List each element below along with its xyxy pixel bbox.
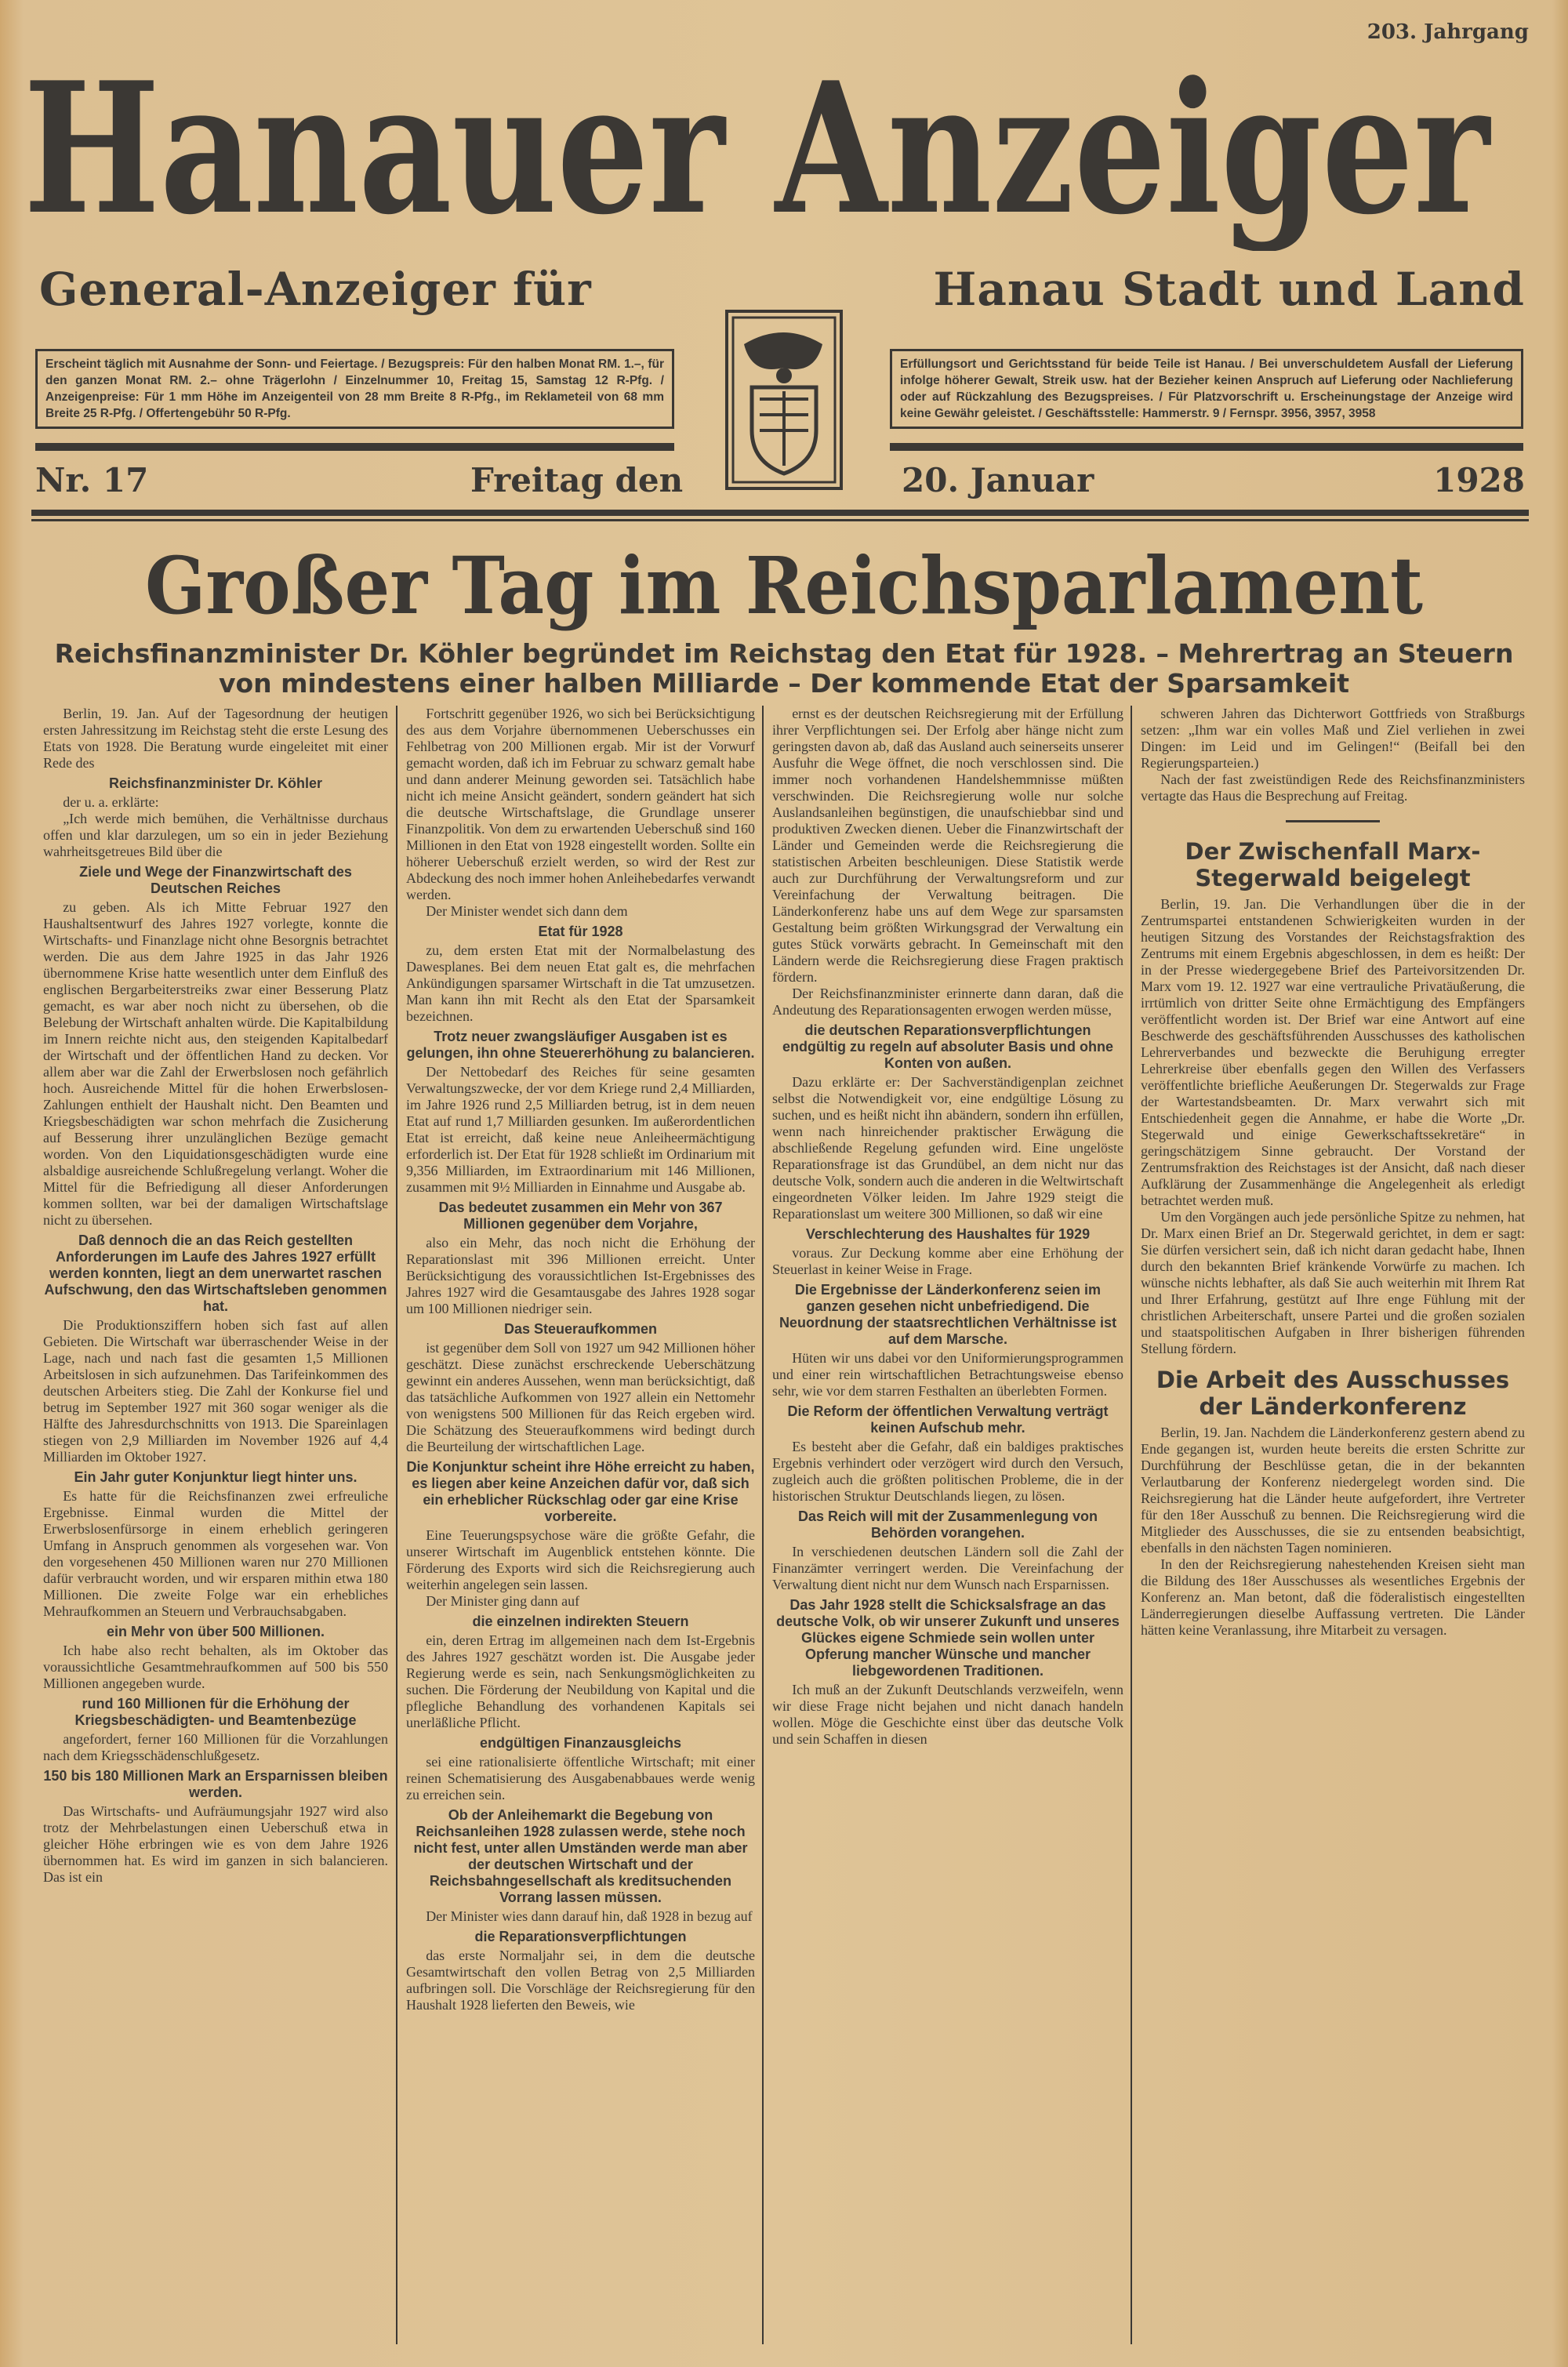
emphasized-heading: Trotz neuer zwangsläufiger Ausgaben ist es gelungen, ihn ohne Steuererhöhung zu balancieren. bbox=[406, 1029, 755, 1061]
paragraph: ist gegenüber dem Soll von 1927 um 942 Millionen höher geschätzt. Diese zunächst erschreckende Ueberschätzung gewinnt ein anderes Aussehen, wenn man berücksichtigt, daß das tatsächliche Aufkommen von 1927 allein ein Nettomehr von wenigstens 500 Millionen für das Reich ergeben wird. Die Schätzung des Steueraufkommens wird bedingt durch die Beurteilung der wirtschaftlichen Lage. bbox=[406, 1340, 755, 1454]
emphasized-heading: Die Ergebnisse der Länderkonferenz seien im ganzen gesehen nicht unbefriedigend. Die Neuordnung der staatsrechtlichen Verhältnisse ist auf dem Marsche. bbox=[779, 1282, 1117, 1347]
divider bbox=[890, 443, 1523, 451]
subtitle-left: General-Anzeiger für bbox=[39, 263, 592, 316]
divider bbox=[31, 519, 1529, 521]
emphasized-heading: Das Jahr 1928 stellt die Schicksalsfrage an das deutsche Volk, ob wir unserer Zukunft und unseres Glückes eigene Schmiede sein wollen unter Opferung mancher Wünsche und mancher liebgewordenen Traditionen. bbox=[776, 1597, 1120, 1679]
paragraph: „Ich werde mich bemühen, die Verhältnisse durchaus offen und klar darzulegen, um so ein in jeder Beziehung wahrheitsgetreues Bild über die bbox=[43, 811, 388, 859]
emphasized-heading: Etat für 1928 bbox=[538, 924, 623, 939]
paragraph: ernst es der deutschen Reichsregierung mit der Erfüllung ihrer Verpflichtungen sei. Der Erfolg aber hänge nicht zum geringsten davon ab, daß das Ausland auch seinerseits unserer Ausfuhr die Wege öffnet, die noch verschlossen sind. Die immer noch vorhandenen Handelshemmnisse müßten verschwinden. Die Reichsregierung wolle nur solche Auslandsanleihen begünstigen, die unaufschiebbar sind und produktiven Zwecken dienen. Ueber die Finanzwirtschaft der Länder und Gemeinden werde die Reichsregierung die statistischen Arbeiten beschleunigen. Diese Statistik werde auch zur Durchführung der Verwaltungsreform und zur Vereinfachung der Verwaltung beitragen. Die Länderkonferenz habe uns auf dem Wege zur sparsamsten Gestaltung beim größten Wirkungsgrad der Verwaltung ein gutes Stück vorwärts gebracht. In Gemeinschaft mit den Ländern werde die Reichsregierung diese Fragen praktisch fördern. bbox=[772, 706, 1123, 985]
paragraph: Der Minister wies dann darauf hin, daß 1928 in bezug auf bbox=[426, 1908, 753, 1924]
paragraph: Berlin, 19. Jan. Nachdem die Länderkonferenz gestern abend zu Ende gegangen ist, wurden heute bereits die ersten Schritte zur Durchführung der Beschlüsse getan, die in der bekannten Verlautbarung der Konferenz niedergelegt worden sind. Die Reichsregierung hat die Länder heute aufgefordert, ihre Vertreter für den 18er Ausschuß zu bennen. Die Reichsregierung wird die Mitglieder des Ausschusses, die sie zu entsenden beabsichtigt, ebenfalls in den nächsten Tagen nominieren. bbox=[1141, 1425, 1525, 1556]
paragraph: Ich muß an der Zukunft Deutschlands verzweifeln, wenn wir diese Frage nicht bejahen und nicht danach handeln wollen. Möge die Geschichte einst über das deutsche Volk und sein Schaffen in diesen bbox=[772, 1682, 1123, 1747]
issue-number: Nr. 17 bbox=[35, 461, 149, 499]
svg-text:Großer Tag im Reichsparlament: Großer Tag im Reichsparlament bbox=[145, 541, 1423, 632]
paragraph: Der Minister wendet sich dann dem bbox=[426, 903, 628, 919]
paragraph: In den der Reichsregierung nahestehenden Kreisen sieht man die Bildung des 18er Ausschusses als wesentliches Ergebnis der Konferenz an. Man betont, daß die föderalistisch eingestellten Länderregierungen dieselbe Auffassung vertreten. Die Länder hätten keine Veranlassung, ihre Mitarbeit zu versagen. bbox=[1141, 1556, 1525, 1638]
paragraph: Fortschritt gegenüber 1926, wo sich bei Berücksichtigung des aus dem Vorjahre übernommenen Ueberschusses ein Fehlbetrag von 200 Millionen ergab. Mir ist der Vorwurf gemacht worden, daß ich im Februar zu schwarz gemalt habe und dann anderer Meinung geworden sei. Tatsächlich habe nicht ich meine Ansicht geändert, sondern geändert hat sich die deutsche Wirtschaftslage, die Grundlage unserer Finanzpolitik. Von dem zu erwartenden Ueberschuß sind 160 Millionen in den Etat von 1928 eingestellt worden. Sollte ein höherer Ueberschuß erzielt werden, so wird der Rest zur Abdeckung des noch immer hohen Anleihebedarfes verwandt werden. bbox=[406, 706, 755, 902]
paragraph: das erste Normaljahr sei, in dem die deutsche Gesamtwirtschaft den vollen Betrag von 2,5 Milliarden aufbringen soll. Die Vorschläge der Reichsregierung für den Haushalt 1928 lieferten den Beweis, wie bbox=[406, 1948, 755, 2013]
paragraph: Es hatte für die Reichsfinanzen zwei erfreuliche Ergebnisse. Einmal wurden die Mittel der Erwerbslosenfürsorge in einem erheblich geringeren Umfang in Anspruch genommen als vorgesehen war. Von den vorgesehenen 450 Millionen waren nur 270 Millionen dafür verbraucht worden, und wir ersparen mithin etwa 180 Millionen. Die zweite Folge war ein erhebliches Mehraufkommen an Steuern und Verbrauchsabgaben. bbox=[43, 1488, 388, 1619]
section-divider bbox=[1286, 820, 1380, 822]
article-title: Die Arbeit des Ausschusses der Länderkonferenz bbox=[1156, 1367, 1510, 1420]
issue-weekday: Freitag den bbox=[470, 461, 684, 499]
paragraph: Ich habe also recht behalten, als im Oktober das voraussichtliche Gesamtmehraufkommen auf 500 bis 550 Millionen angegeben wurde. bbox=[43, 1643, 388, 1691]
emphasized-heading: Daß dennoch die an das Reich gestellten Anforderungen im Laufe des Jahres 1927 erfüllt werden konnten, liegt an dem unerwartet raschen Aufschwung, den das Wirtschaftsleben genommen hat. bbox=[44, 1233, 387, 1314]
paragraph: Um den Vorgängen auch jede persönliche Spitze zu nehmen, hat Dr. Marx einen Brief an Dr. Stegerwald gerichtet, in dem er sagt: Sie dürfen versichert sein, daß ich nicht daran gedacht habe, Ihnen durch den bekannten Brief kränkende Vorwürfe zu machen. Ich wünsche nichts lebhafter, als daß Sie auch weiterhin mit Ihrem Rat und Ihrer Erfahrung, gestützt auf Ihre enge Fühlung mit der christlichen Arbeiterschaft, unsere Partei und die großen sozialen und staatspolitischen Aufgaben in Ihrer bisherigen führenden Stellung fördern. bbox=[1141, 1209, 1525, 1356]
emphasized-heading: die deutschen Reparationsverpflichtungen endgültig zu regeln auf absoluter Basis und ohne Konten von außen. bbox=[782, 1022, 1114, 1071]
paragraph: Nach der fast zweistündigen Rede des Reichsfinanzministers vertagte das Haus die Besprechung auf Freitag. bbox=[1141, 771, 1525, 804]
paragraph: Der Nettobedarf des Reiches für seine gesamten Verwaltungszwecke, der vor dem Kriege rund 2,4 Milliarden, im Jahre 1926 rund 2,5 Milliarden betrug, ist in dem neuen Etat auf rund 1,7 Milliarden gesunken. Im außerordentlichen Etat ist erreicht, daß keine neue Anleiheermächtigung erforderlich ist. Der Etat für 1928 schließt im Ordinarium mit 9,356 Milliarden, im Extraordinarium mit 146 Millionen, zusammen mit 9½ Milliarden in Einnahme und Ausgabe ab. bbox=[406, 1064, 755, 1195]
paragraph: Der Minister ging dann auf bbox=[426, 1593, 580, 1609]
emphasized-heading: rund 160 Millionen für die Erhöhung der Kriegsbeschädigten- und Beamtenbezüge bbox=[74, 1696, 357, 1728]
paragraph: also ein Mehr, das noch nicht die Erhöhung der Reparationslast mit 396 Millionen erreicht. Unter Berücksichtigung des voraussichtlichen Ist-Ergebnisses des Jahres 1927 wird die Gesamtausgabe des Jahres 1928 sogar um 100 Millionen niedriger sein. bbox=[406, 1235, 755, 1316]
paragraph: sei eine rationalisierte öffentliche Wirtschaft; mit einer reinen Schematisierung des Ausgabenabbaues werde wenig zu erreichen sein. bbox=[406, 1754, 755, 1802]
paragraph: ein, deren Ertrag im allgemeinen nach dem Ist-Ergebnis des Jahres 1927 geschätzt worden ist. Die Ausgabe jeder Regierung werde es sein, nach Senkungsmöglichkeiten zu suchen. Die Förderung der Neubildung von Kapital und die pflegliche Behandlung des vorhandenen Kapitals sei unerläßliche Pflicht. bbox=[406, 1632, 755, 1730]
column-rule bbox=[1131, 706, 1132, 2344]
masthead-title bbox=[16, 24, 1552, 251]
paragraph: zu geben. Als ich Mitte Februar 1927 den Haushaltsentwurf des Jahres 1927 vorlegte, konnte die Wirtschafts- und Finanzlage nicht ohne Besorgnis betrachtet werden. Die aus dem Jahre 1925 in das Jahr 1926 übernommene Krise hatte wesentlich unter dem Einfluß des englischen Bergarbeiterstreiks zwar einer Besserung Platz gemacht, es war aber noch nicht zu übersehen, ob die Belebung der Wirtschaft anhalten würde. Die Kapitalbildung im Innern reichte nicht aus, den steigenden Kapitalbedarf der Wirtschaft und der öffentlichen Hand zu decken. Vor allem aber war die Zahl der Erwerbslosen noch gefährlich hoch. Ausreichende Mittel für die hohen Erwerbslosen-Zahlungen enthielt der Haushalt nicht. Den Beamten und Kriegsbeschädigten war schon mehrfach die Zusicherung auf Besserung ihrer unzulänglichen Bezüge gemacht worden. Von den Liquidationsgeschädigten wurde eine alsbaldige ausreichende Schlußregelung verlangt. Woher die Mittel für die Befriedigung all dieser Anforderungen kommen sollten, war bei der damaligen Wirtschaftslage nicht zu übersehen. bbox=[43, 899, 388, 1228]
divider bbox=[31, 510, 1529, 516]
issue-date: 20. Januar bbox=[902, 461, 1094, 499]
emphasized-heading: Das Reich will mit der Zusammenlegung von Behörden vorangehen. bbox=[797, 1508, 1098, 1541]
paragraph: Die Produktionsziffern hoben sich fast auf allen Gebieten. Die Wirtschaft war überraschender Weise in der Lage, nach und nach fast die gesamten 1,5 Millionen Arbeitslosen in sich aufzunehmen. Das Tarifeinkommen des deutschen Arbeiters stieg. Die Zahl der Konkurse fiel und betrug im September 1927 mit 360 sogar weniger als die Hälfte des Jahresdurchschnitts von 1913. Die Spareinlagen stiegen von 2,9 Milliarden im November 1926 auf 4,4 Milliarden im Oktober 1927. bbox=[43, 1317, 388, 1465]
paragraph: Hüten wir uns dabei vor den Uniformierungsprogrammen und einer rein wirtschaftlichen Betrachtungsweise ebenso sehr, wie vor dem starren Festhalten an überlebten Formen. bbox=[772, 1350, 1123, 1399]
hanau-coat-of-arms-icon bbox=[725, 310, 843, 490]
emphasized-heading: die Reparationsverpflichtungen bbox=[474, 1929, 687, 1944]
divider bbox=[35, 443, 674, 451]
emphasized-heading: endgültigen Finanzausgleichs bbox=[479, 1735, 682, 1751]
paragraph: zu, dem ersten Etat mit der Normalbelastung des Dawesplanes. Bei dem neuen Etat galt es, die mehrfachen Ankündigungen sparsamer Wirtschaft in die Tat umzusetzen. Man kann ihn mit Recht als den Etat der Sparsamkeit bezeichnen. bbox=[406, 942, 755, 1024]
emphasized-heading: Die Konjunktur scheint ihre Höhe erreicht zu haben, es liegen aber keine Anzeichen dafür vor, daß sich ein erheblicher Rückschlag oder gar eine Krise vorbereite. bbox=[406, 1459, 755, 1524]
emphasized-heading: Ziele und Wege der Finanzwirtschaft des Deutschen Reiches bbox=[79, 864, 352, 896]
issue-year: 1928 bbox=[1433, 461, 1525, 499]
article-column-2 bbox=[406, 706, 755, 2013]
paragraph: Dazu erklärte er: Der Sachverständigenplan zeichnet selbst die Notwendigkeit vor, eine endgültige Lösung zu suchen, und es heißt nicht ihn abändern, sondern ihn erfüllen, wenn nach hinreichender praktischer Erwägung die abschließende Regelung gefunden wird. Eine ungelöste Reparationsfrage ist das Grundübel, an dem nicht nur das deutsche Volk, sondern auch die anderen in die Weltwirtschaft eingeordneten Völker leiden. Im Jahre 1929 steigt die Reparationslast um weitere 300 Millionen, so daß wir eine bbox=[772, 1074, 1123, 1222]
emphasized-heading: Die Reform der öffentlichen Verwaltung verträgt keinen Aufschub mehr. bbox=[787, 1403, 1109, 1436]
legal-info-box: Erfüllungsort und Gerichtsstand für beide Teile ist Hanau. / Bei unverschuldetem Ausfall der Lieferung infolge höherer Gewalt, Streik usw. hat der Bezieher keinen Anspruch auf Lieferung oder Nachlieferung oder auf Rückzahlung des Bezugspreises. / Für Platzvorschrift u. Erscheinungstage der Anzeige wird keine Gewähr geleistet. / Geschäftsstelle: Hammerstr. 9 / Fernspr. 3956, 3957, 3958 bbox=[890, 349, 1523, 429]
paragraph: Berlin, 19. Jan. Auf der Tagesordnung der heutigen ersten Jahressitzung im Reichstag steht die erste Lesung des Etats von 1928. Die Beratung wurde eingeleitet mit einer Rede des bbox=[43, 706, 388, 771]
column-rule bbox=[762, 706, 764, 2344]
emphasized-heading: Ein Jahr guter Konjunktur liegt hinter uns. bbox=[74, 1469, 358, 1485]
paragraph: angefordert, ferner 160 Millionen für die Vorzahlungen nach dem Kriegsschädenschlußgesetz. bbox=[43, 1731, 388, 1763]
emphasized-heading: Das bedeutet zusammen ein Mehr von 367 Millionen gegenüber dem Vorjahre, bbox=[438, 1200, 723, 1232]
emphasized-heading: ein Mehr von über 500 Millionen. bbox=[106, 1624, 325, 1639]
emphasized-heading: Ob der Anleihemarkt die Begebung von Reichsanleihen 1928 zulassen werde, stehe noch nicht fest, unter allen Umständen werde man aber der deutschen Wirtschaft und der Reichsbahngesellschaft als kreditsuchenden Vorrang lassen müssen. bbox=[413, 1807, 748, 1905]
paragraph: voraus. Zur Deckung komme aber eine Erhöhung der Steuerlast in keiner Weise in Frage. bbox=[772, 1245, 1123, 1277]
paragraph: In verschiedenen deutschen Ländern soll die Zahl der Finanzämter verringert werden. Die Vereinfachung der Verwaltung dient nicht nur dem Wunsch nach Ersparnissen. bbox=[772, 1544, 1123, 1592]
subheadline: Reichsfinanzminister Dr. Köhler begründet im Reichstag den Etat für 1928. – Mehrertrag an Steuern von mindestens einer halben Milliarde – Der kommende Etat der Sparsamkeit bbox=[54, 638, 1514, 699]
subscription-info-box: Erscheint täglich mit Ausnahme der Sonn- und Feiertage. / Bezugspreis: Für den halben Monat RM. 1.–, für den ganzen Monat RM. 2.– ohne Trägerlohn / Einzelnummer 10, Freitag 15, Samstag 12 R-Pfg. / Anzeigenpreise: Für 1 mm Höhe im Anzeigenteil von 28 mm Breite 8 R-Pfg., im Reklameteil von 68 mm Breite 25 R-Pfg. / Offertengebühr 50 R-Pfg. bbox=[35, 349, 674, 429]
emphasized-heading: 150 bis 180 Millionen Mark an Ersparnissen bleiben werden. bbox=[43, 1768, 388, 1800]
volume-year: 203. Jahrgang bbox=[1367, 20, 1529, 44]
emphasized-heading: die einzelnen indirekten Steuern bbox=[472, 1614, 689, 1629]
emphasized-heading: Reichsfinanzminister Dr. Köhler bbox=[108, 775, 323, 791]
article-column-4 bbox=[1141, 706, 1525, 1639]
article-title: Der Zwischenfall Marx-Stegerwald beigelegt bbox=[1185, 838, 1481, 891]
subtitle-right: Hanau Stadt und Land bbox=[933, 263, 1525, 316]
emphasized-heading: Verschlechterung des Haushaltes für 1929 bbox=[805, 1226, 1091, 1242]
paragraph: Der Reichsfinanzminister erinnerte dann daran, daß die Andeutung des Reparationsagenten erwogen werden müsse, bbox=[772, 986, 1123, 1018]
article-column-1 bbox=[43, 706, 388, 1886]
svg-text:Hanauer Anzeiger: Hanauer Anzeiger bbox=[24, 43, 1492, 251]
paragraph: Es besteht aber die Gefahr, daß ein baldiges praktisches Ergebnis verhindert oder verzögert wird durch den Versuch, zugleich auch die größten politischen Probleme, die in der historischen Struktur Deutschlands liegen, zu lösen. bbox=[772, 1439, 1123, 1504]
article-column-3 bbox=[772, 706, 1123, 1748]
paragraph: der u. a. erklärte: bbox=[63, 794, 159, 810]
emphasized-heading: Das Steueraufkommen bbox=[503, 1321, 658, 1337]
paragraph: Das Wirtschafts- und Aufräumungsjahr 1927 wird also trotz der Mehrbelastungen einen Ueberschuß etwa in gleicher Höhe erbringen wie es von dem Jahre 1926 übernommen hat. Es wird im ganzen in sich balancieren. Das ist ein bbox=[43, 1803, 388, 1885]
paragraph: schweren Jahren das Dichterwort Gottfrieds von Straßburgs setzen: „Ihm war ein volles Maß und Ziel verliehen in zwei Dingen: im Leid und im Gelingen!“ (Beifall bei den Regierungsparteien.) bbox=[1141, 706, 1525, 771]
column-rule bbox=[396, 706, 397, 2344]
headline bbox=[0, 541, 1568, 635]
paragraph: Berlin, 19. Jan. Die Verhandlungen über die in der Zentrumspartei entstandenen Schwierigkeiten wurden in der heutigen Sitzung des Vorstandes der Reichstagsfraktion des Zentrums mit einem Ergebnis abgeschlossen, in dem es heißt: Der in der Presse wiedergegebene Brief des Parteivorsitzenden Dr. Marx vom 19. 12. 1927 war eine vertrauliche Privatäußerung, die irrtümlich von dritter Seite ohne Ermächtigung des Empfängers veröffentlicht worden ist. Der Brief war eine Antwort auf eine Beschwerde des geschäftsführenden Ausschusses des katholischen Lehrerverbandes und bezweckte die Beruhigung erregter Lehrerkreise über ebenfalls gegen den Willen des Verfassers veröffentlichte briefliche Aeußerungen Dr. Stegerwalds zur Frage der Wartestandsbeamten. Dr. Marx verwahrt sich mit Entschiedenheit gegen die Annahme, er habe die Worte „Dr. Stegerwald und einige Gewerkschaftssekretäre“ in geringschätzigem Sinne gebraucht. Der Vorstand der Zentrumsfraktion des Reichstages ist der Ansicht, daß nach dieser Aufklärung der Zusammenhänge die Angelegenheit als erledigt betrachtet werden muß. bbox=[1141, 896, 1525, 1208]
paragraph: Eine Teuerungspsychose wäre die größte Gefahr, die unserer Wirtschaft im Augenblick entstehen könnte. Die Förderung des Exports wird sich die Reichsregierung auch weiterhin angelegen sein lassen. bbox=[406, 1527, 755, 1592]
